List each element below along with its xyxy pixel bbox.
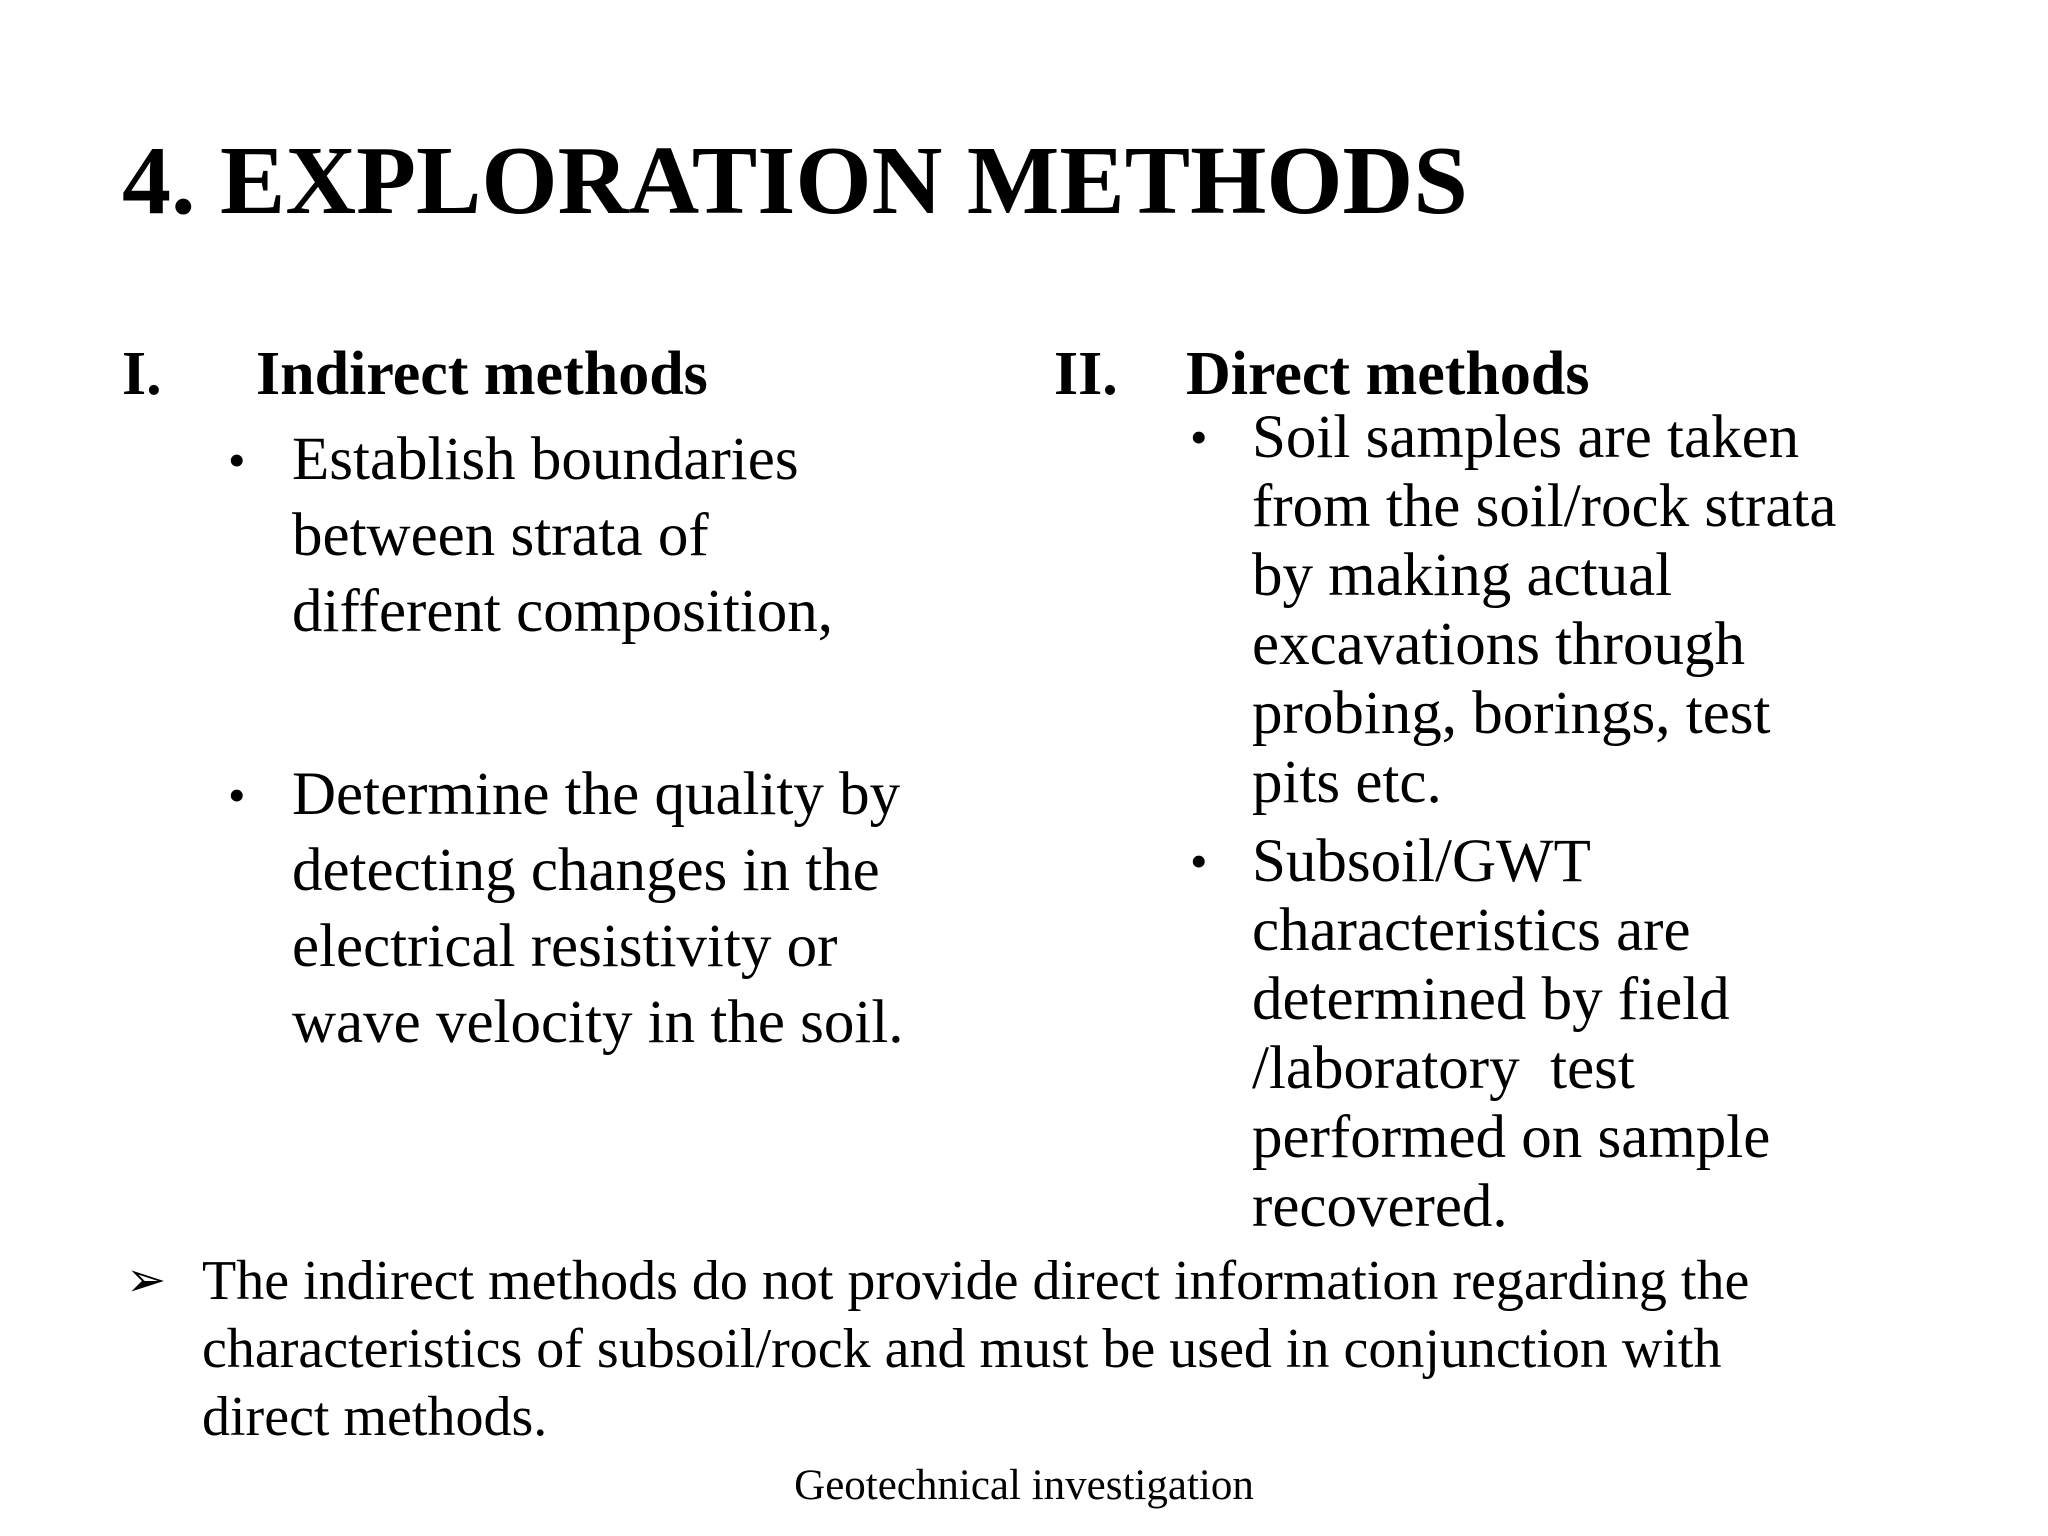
bullet-icon: • <box>1190 409 1208 465</box>
bullet-line: Establish boundaries <box>292 426 799 493</box>
bullet-line: by making actual <box>1252 542 1673 609</box>
note-line: The indirect methods do not provide direct information regarding the <box>202 1250 1750 1312</box>
arrow-bullet-icon: ➢ <box>126 1254 167 1307</box>
section-heading: Indirect methods <box>256 340 708 408</box>
bullet-line: from the soil/rock strata <box>1252 473 1837 540</box>
bullet-line: excavations through <box>1252 611 1745 678</box>
section-numeral: I. <box>122 340 162 408</box>
bullet-icon: • <box>228 767 246 823</box>
bullet-line: performed on sample <box>1252 1104 1771 1171</box>
bullet-line: probing, borings, test <box>1252 680 1771 747</box>
slide-footer: Geotechnical investigation <box>794 1462 1254 1509</box>
note-line: direct methods. <box>202 1386 548 1448</box>
bullet-line: characteristics are <box>1252 897 1691 964</box>
bullet-line: wave velocity in the soil. <box>292 989 904 1056</box>
bullet-line: Subsoil/GWT <box>1252 828 1591 895</box>
bullet-line: recovered. <box>1252 1173 1508 1240</box>
section-numeral: II. <box>1054 340 1118 408</box>
section-heading: Direct methods <box>1186 340 1590 408</box>
bullet-line: Determine the quality by <box>292 761 901 828</box>
bullet-line: between strata of <box>292 502 709 569</box>
bullet-line: different composition, <box>292 578 833 645</box>
bullet-line: Soil samples are taken <box>1252 404 1800 471</box>
slide-title: 4. EXPLORATION METHODS <box>122 127 1468 235</box>
bullet-line: /laboratory test <box>1252 1035 1635 1102</box>
bullet-icon: • <box>1190 833 1208 889</box>
bullet-icon: • <box>228 432 246 488</box>
note-line: characteristics of subsoil/rock and must be used in conjunction with <box>202 1318 1722 1380</box>
bullet-line: electrical resistivity or <box>292 913 838 980</box>
bullet-line: pits etc. <box>1252 749 1442 816</box>
bullet-line: determined by field <box>1252 966 1730 1033</box>
bullet-line: detecting changes in the <box>292 837 880 904</box>
